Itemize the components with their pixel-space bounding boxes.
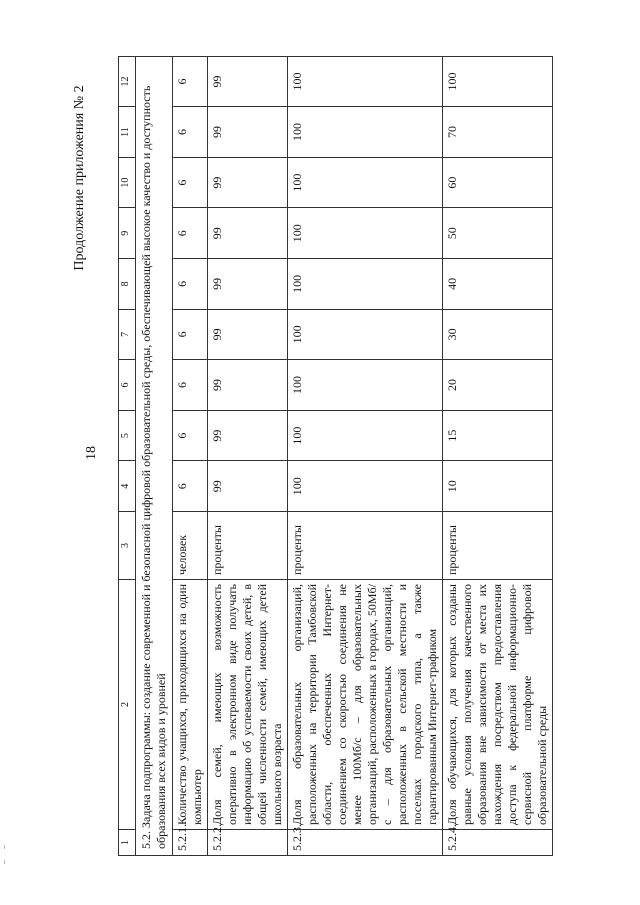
row-value: 6 — [173, 56, 208, 107]
row-value: 100 — [443, 56, 553, 107]
task-row — [136, 56, 173, 855]
row-unit: проценты — [443, 512, 553, 580]
row-unit: проценты — [208, 512, 288, 580]
margin-mark — [4, 860, 5, 864]
row-value: 6 — [173, 208, 208, 259]
row-value: 100 — [288, 157, 443, 208]
page-number: 18 — [84, 446, 99, 460]
row-description: Доля обучающихся, для которых созданы равные условия получения качественного образования вне зависимости от места их нахождения посредством предоставления доступа к федеральной информационно-сервисной платформе цифровой образовательной среды — [443, 580, 553, 830]
table-row — [173, 56, 208, 855]
header-cell: 7 — [119, 309, 136, 360]
row-value: 6 — [173, 360, 208, 411]
header-cell: 8 — [119, 259, 136, 310]
header-cell: 6 — [119, 360, 136, 411]
header-row — [119, 56, 136, 855]
row-value: 100 — [288, 309, 443, 360]
continuation-note: Продолжение приложения № 2 — [72, 85, 87, 271]
row-value: 100 — [288, 107, 443, 158]
row-value: 99 — [208, 360, 288, 411]
row-value: 100 — [288, 360, 443, 411]
row-value: 99 — [208, 107, 288, 158]
header-cell: 1 — [119, 830, 136, 856]
table-row — [443, 56, 553, 855]
row-value: 100 — [288, 410, 443, 461]
header-cell: 5 — [119, 410, 136, 461]
row-unit: проценты — [288, 512, 443, 580]
row-value: 99 — [208, 157, 288, 208]
row-value: 70 — [443, 107, 553, 158]
row-code: 5.2.4. — [443, 830, 553, 856]
table-row — [288, 56, 443, 855]
row-value: 99 — [208, 410, 288, 461]
row-value: 6 — [173, 309, 208, 360]
row-value: 6 — [173, 157, 208, 208]
row-value: 100 — [288, 259, 443, 310]
row-code: 5.2.1. — [173, 830, 208, 856]
row-value: 50 — [443, 208, 553, 259]
row-code: 5.2.3. — [288, 830, 443, 856]
header-cell: 3 — [119, 512, 136, 580]
margin-mark — [4, 845, 5, 849]
indicator-table-rotated — [118, 56, 594, 856]
row-value: 10 — [443, 461, 553, 512]
row-value: 6 — [173, 259, 208, 310]
row-value: 99 — [208, 259, 288, 310]
row-value: 6 — [173, 107, 208, 158]
row-value: 99 — [208, 309, 288, 360]
header-cell: 9 — [119, 208, 136, 259]
task-cell: 5.2. Задача подпрограммы: создание современной и безопасной цифровой образовательной среды, обеспечивающей высокое качество и доступность образования всех видов и уровней — [136, 56, 173, 855]
row-value: 6 — [173, 410, 208, 461]
row-value: 6 — [173, 461, 208, 512]
row-value: 99 — [208, 208, 288, 259]
row-unit: человек — [173, 512, 208, 580]
header-cell: 4 — [119, 461, 136, 512]
table-row — [208, 56, 288, 855]
row-value: 100 — [288, 56, 443, 107]
header-cell: 2 — [119, 580, 136, 830]
row-value: 40 — [443, 259, 553, 310]
row-description: Количество учащихся, приходящихся на один компьютер — [173, 580, 208, 830]
row-value: 30 — [443, 309, 553, 360]
header-cell: 11 — [119, 107, 136, 158]
row-code: 5.2.2. — [208, 830, 288, 856]
row-value: 99 — [208, 461, 288, 512]
indicator-table — [118, 56, 553, 856]
row-value: 20 — [443, 360, 553, 411]
row-description: Доля семей, имеющих возможность оперативно в электронном виде получать информацию об успеваемости своих детей, в общей численности семей, имеющих детей школьного возраста — [208, 580, 288, 830]
row-value: 15 — [443, 410, 553, 461]
row-value: 60 — [443, 157, 553, 208]
header-cell: 12 — [119, 56, 136, 107]
row-description: Доля образовательных организаций, расположенных на территории Тамбовской области, обеспеченных Интернет-соединением со скоростью соединения не менее 100Мб/с – для образовательных организаций, расположенных в городах, 50Мб/с – для образовательных организаций, расположенных в сельской местности и поселках городского типа, а также гарантированным Интернет-трафиком — [288, 580, 443, 830]
row-value: 100 — [288, 461, 443, 512]
header-cell: 10 — [119, 157, 136, 208]
row-value: 100 — [288, 208, 443, 259]
row-value: 99 — [208, 56, 288, 107]
